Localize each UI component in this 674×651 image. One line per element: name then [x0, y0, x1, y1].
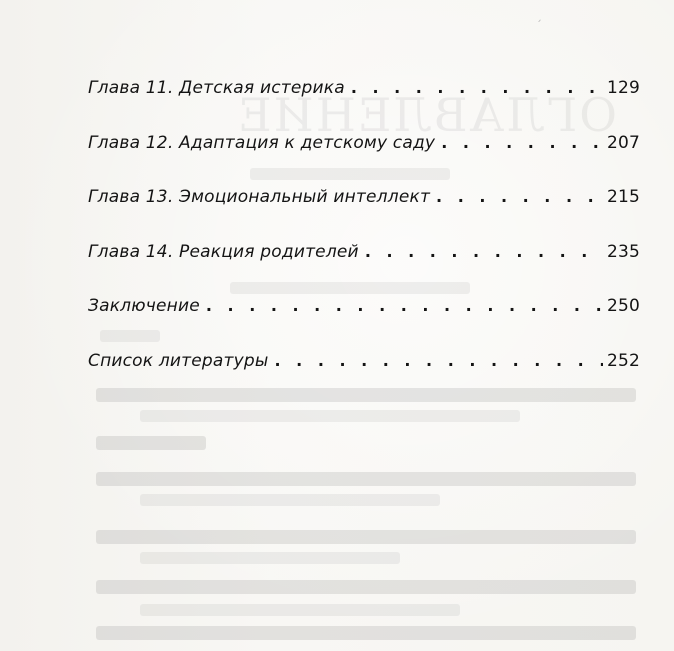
toc-leader-dots: [365, 242, 603, 261]
toc-entry-page: 129: [606, 78, 640, 98]
ghost-line: [140, 494, 440, 506]
toc-entry-page: 235: [606, 241, 640, 262]
toc-entry-title: Глава 14. Реакция родителей: [88, 241, 359, 262]
toc-entry-page: 250: [606, 296, 640, 316]
ghost-line: [96, 436, 206, 450]
toc-leader-dots: [351, 78, 603, 97]
ghost-line: [140, 604, 460, 616]
toc-entry-title: Глава 12. Адаптация к детскому саду: [88, 132, 436, 153]
toc-leader-dots: [436, 187, 603, 206]
table-of-contents: [88, 78, 640, 405]
toc-entry-title: Глава 13. Эмоциональный интеллект: [88, 187, 431, 207]
corner-mark: ˏ: [536, 8, 542, 22]
toc-entry[interactable]: [88, 187, 640, 213]
ghost-line: [140, 410, 520, 422]
toc-entry[interactable]: [88, 133, 640, 159]
toc-leader-dots: [206, 296, 603, 315]
toc-entry-page: 207: [606, 132, 640, 153]
toc-entry-title: Глава 11. Детская истерика: [88, 78, 345, 98]
ghost-line: [96, 626, 636, 640]
ghost-line: [96, 472, 636, 486]
toc-entry-title: Заключение: [88, 296, 200, 316]
toc-entry[interactable]: [88, 351, 640, 377]
ghost-line: [96, 580, 636, 594]
toc-entry-title: Список литературы: [88, 350, 269, 371]
toc-entry-page: 252: [606, 350, 640, 371]
toc-entry[interactable]: [88, 78, 640, 104]
ghost-heading: ОГЛАВЛЕНИЕ: [236, 88, 617, 142]
ghost-line: [140, 552, 400, 564]
ghost-line: [96, 530, 636, 544]
toc-entry-page: 215: [606, 187, 640, 207]
toc-leader-dots: [441, 133, 603, 152]
toc-entry[interactable]: [88, 242, 640, 268]
toc-entry[interactable]: [88, 296, 640, 322]
toc-leader-dots: [275, 351, 603, 370]
